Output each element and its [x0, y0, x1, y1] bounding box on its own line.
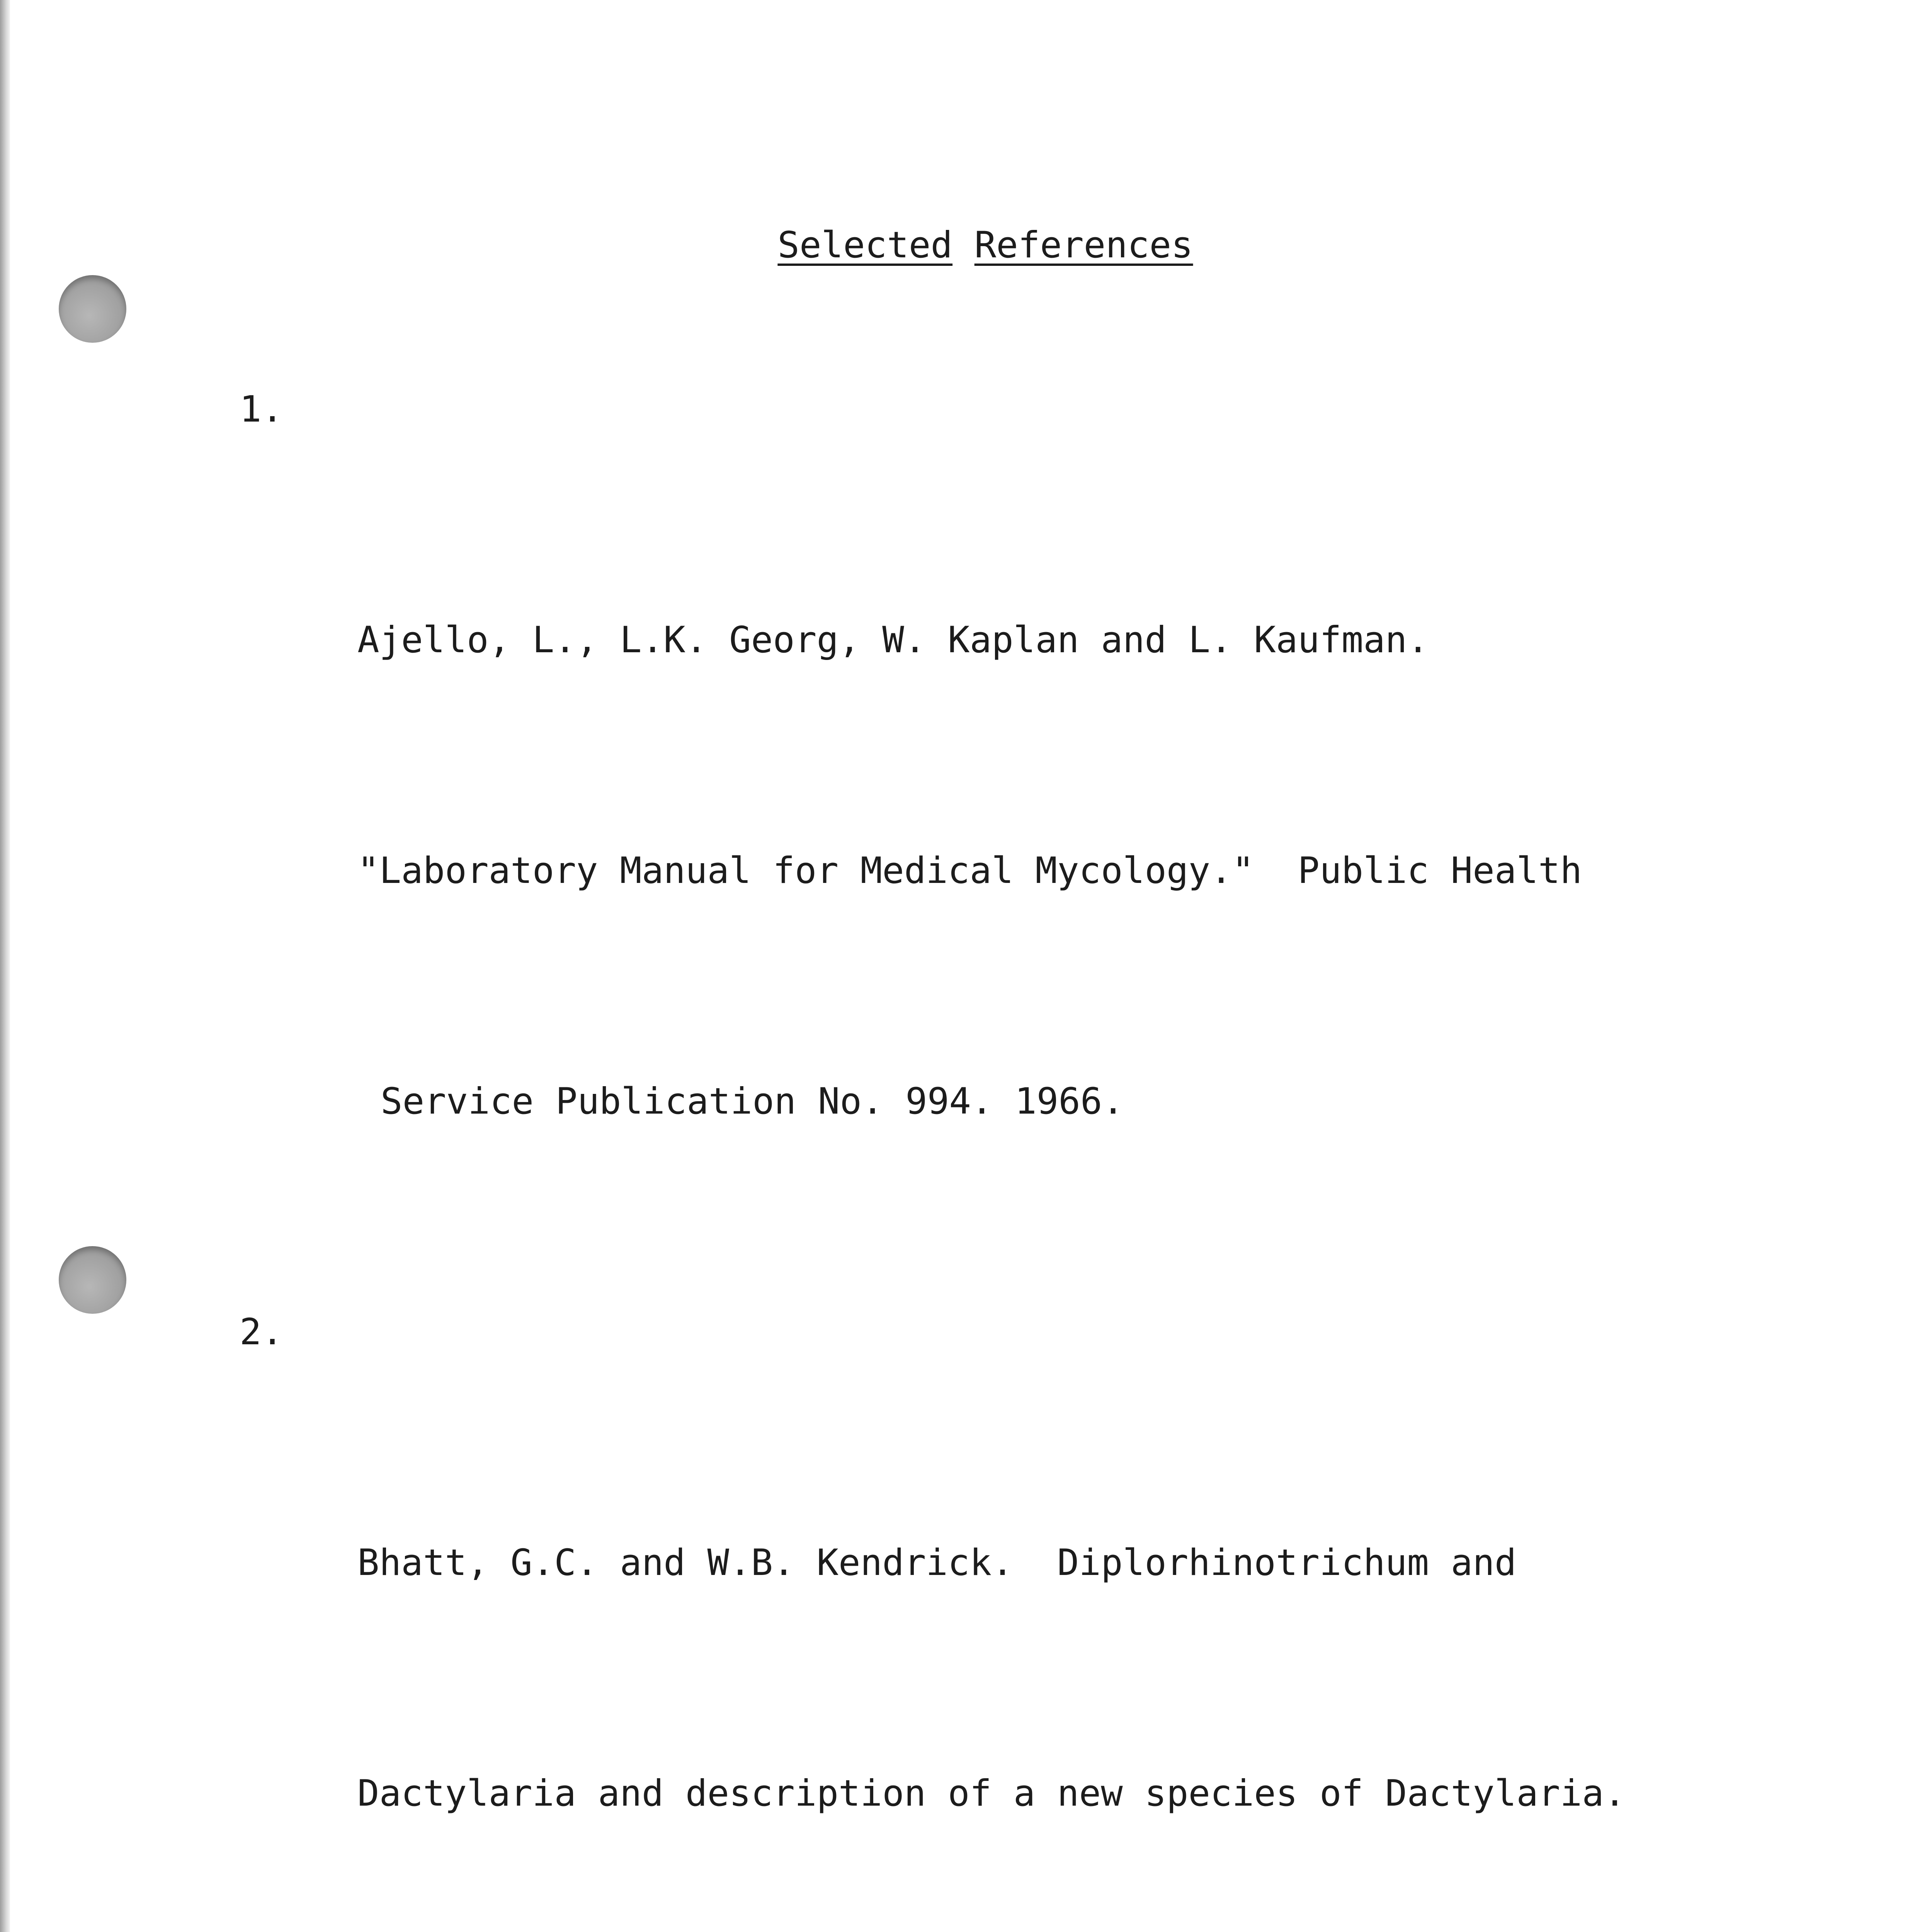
punch-hole — [59, 1246, 126, 1314]
title-word: References — [974, 224, 1193, 266]
reference-line: Dactylaria and description of a new species of Dactylaria. — [357, 1772, 1626, 1815]
reference-number: 1. — [240, 388, 284, 430]
reference-number: 2. — [240, 1311, 284, 1353]
page-title — [0, 218, 1932, 272]
reference-line: Ajello, L., L.K. Georg, W. Kaplan and L. Kaufman. — [357, 619, 1429, 661]
reference-item — [240, 371, 1648, 1294]
reference-list — [240, 371, 1648, 1932]
reference-line: Bhatt, G.C. and W.B. Kendrick. Diplorhinotrichum and — [357, 1542, 1517, 1584]
punch-hole — [59, 275, 126, 343]
reference-line: Service Publication No. 994. 1966. — [381, 1080, 1124, 1122]
page-edge-shadow — [0, 0, 10, 1932]
title-word: Selected — [777, 224, 953, 266]
reference-item — [240, 1294, 1648, 1932]
reference-line: "Laboratory Manual for Medical Mycology." Public Health — [357, 850, 1582, 892]
